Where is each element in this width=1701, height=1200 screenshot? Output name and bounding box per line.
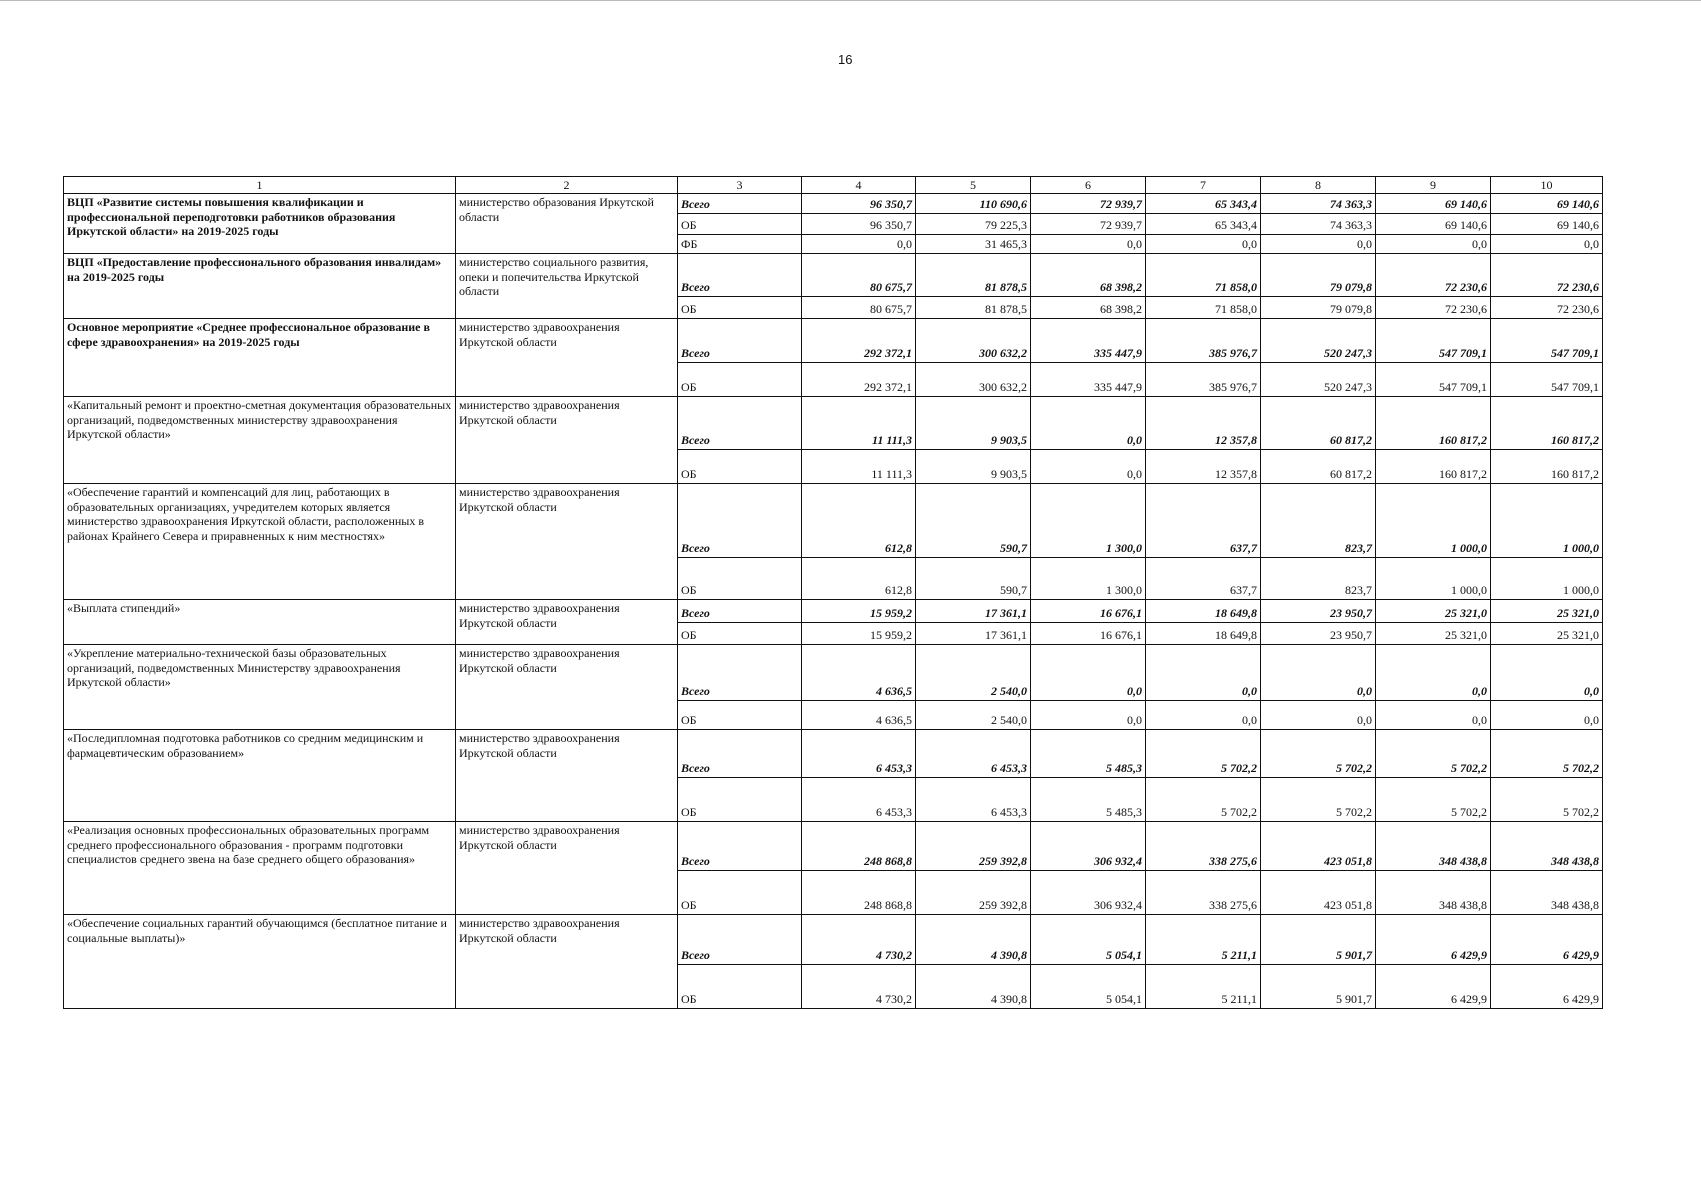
amount-cell: 306 932,4 <box>1031 822 1146 871</box>
item-description: «Последипломная подготовка работников со средним медицинским и фармацевтическим образованием» <box>64 730 456 822</box>
amount-cell: 292 372,1 <box>802 363 916 397</box>
amount-cell: 11 111,3 <box>802 397 916 450</box>
amount-cell: 69 140,6 <box>1491 194 1603 214</box>
table-row <box>64 319 1603 363</box>
amount-cell: 4 636,5 <box>802 645 916 701</box>
amount-cell: 79 079,8 <box>1261 297 1376 319</box>
amount-cell: 5 485,3 <box>1031 778 1146 822</box>
amount-cell: 0,0 <box>1376 235 1491 254</box>
amount-cell: 0,0 <box>1031 397 1146 450</box>
amount-cell: 31 465,3 <box>916 235 1031 254</box>
amount-cell: 65 343,4 <box>1146 194 1261 214</box>
amount-cell: 5 702,2 <box>1491 778 1603 822</box>
budget-table <box>63 176 1603 1009</box>
funding-source: Всего <box>678 822 802 871</box>
amount-cell: 9 903,5 <box>916 397 1031 450</box>
column-number: 9 <box>1376 177 1491 194</box>
scan-edge-top <box>0 0 1701 1</box>
amount-cell: 23 950,7 <box>1261 600 1376 623</box>
responsible-executor: министерство образования Иркутской области <box>456 194 678 254</box>
funding-source: ОБ <box>678 778 802 822</box>
funding-source: ОБ <box>678 623 802 645</box>
funding-source: Всего <box>678 397 802 450</box>
amount-cell: 71 858,0 <box>1146 254 1261 297</box>
amount-cell: 348 438,8 <box>1491 822 1603 871</box>
amount-cell: 1 300,0 <box>1031 484 1146 558</box>
amount-cell: 16 676,1 <box>1031 623 1146 645</box>
amount-cell: 110 690,6 <box>916 194 1031 214</box>
responsible-executor: министерство здравоохранения Иркутской области <box>456 484 678 600</box>
funding-source: Всего <box>678 484 802 558</box>
amount-cell: 520 247,3 <box>1261 319 1376 363</box>
funding-source: Всего <box>678 645 802 701</box>
responsible-executor: министерство здравоохранения Иркутской области <box>456 397 678 484</box>
amount-cell: 306 932,4 <box>1031 871 1146 915</box>
amount-cell: 0,0 <box>1491 645 1603 701</box>
amount-cell: 1 000,0 <box>1491 558 1603 600</box>
table-row <box>64 645 1603 701</box>
amount-cell: 5 702,2 <box>1376 730 1491 778</box>
amount-cell: 96 350,7 <box>802 194 916 214</box>
amount-cell: 72 939,7 <box>1031 214 1146 235</box>
amount-cell: 11 111,3 <box>802 450 916 484</box>
responsible-executor: министерство социального развития, опеки и попечительства Иркутской области <box>456 254 678 319</box>
amount-cell: 79 079,8 <box>1261 254 1376 297</box>
amount-cell: 0,0 <box>1261 235 1376 254</box>
amount-cell: 15 959,2 <box>802 600 916 623</box>
amount-cell: 72 230,6 <box>1491 254 1603 297</box>
amount-cell: 248 868,8 <box>802 871 916 915</box>
amount-cell: 4 390,8 <box>916 915 1031 965</box>
item-description: «Капитальный ремонт и проектно-сметная документация образовательных организаций, подведомственных министерству здравоохранения Иркутской области» <box>64 397 456 484</box>
amount-cell: 547 709,1 <box>1491 319 1603 363</box>
item-description: Основное мероприятие «Среднее профессиональное образование в сфере здравоохранения» на 2019-2025 годы <box>64 319 456 397</box>
amount-cell: 96 350,7 <box>802 214 916 235</box>
amount-cell: 0,0 <box>1031 235 1146 254</box>
amount-cell: 25 321,0 <box>1491 600 1603 623</box>
amount-cell: 2 540,0 <box>916 645 1031 701</box>
amount-cell: 4 730,2 <box>802 965 916 1009</box>
amount-cell: 338 275,6 <box>1146 871 1261 915</box>
amount-cell: 520 247,3 <box>1261 363 1376 397</box>
amount-cell: 160 817,2 <box>1376 397 1491 450</box>
column-number: 4 <box>802 177 916 194</box>
amount-cell: 9 903,5 <box>916 450 1031 484</box>
amount-cell: 0,0 <box>1146 701 1261 730</box>
amount-cell: 300 632,2 <box>916 363 1031 397</box>
column-number: 8 <box>1261 177 1376 194</box>
amount-cell: 1 000,0 <box>1376 558 1491 600</box>
amount-cell: 6 429,9 <box>1376 915 1491 965</box>
amount-cell: 0,0 <box>1261 701 1376 730</box>
amount-cell: 72 230,6 <box>1376 254 1491 297</box>
amount-cell: 17 361,1 <box>916 623 1031 645</box>
amount-cell: 65 343,4 <box>1146 214 1261 235</box>
amount-cell: 590,7 <box>916 558 1031 600</box>
amount-cell: 1 300,0 <box>1031 558 1146 600</box>
amount-cell: 348 438,8 <box>1491 871 1603 915</box>
column-number: 7 <box>1146 177 1261 194</box>
funding-source: Всего <box>678 319 802 363</box>
amount-cell: 160 817,2 <box>1376 450 1491 484</box>
item-description: «Обеспечение социальных гарантий обучающимся (бесплатное питание и социальные выплаты)» <box>64 915 456 1009</box>
amount-cell: 69 140,6 <box>1376 214 1491 235</box>
amount-cell: 80 675,7 <box>802 254 916 297</box>
amount-cell: 0,0 <box>1146 645 1261 701</box>
amount-cell: 5 702,2 <box>1261 730 1376 778</box>
amount-cell: 81 878,5 <box>916 297 1031 319</box>
responsible-executor: министерство здравоохранения Иркутской области <box>456 645 678 730</box>
table-row <box>64 600 1603 623</box>
amount-cell: 6 453,3 <box>802 730 916 778</box>
amount-cell: 60 817,2 <box>1261 397 1376 450</box>
amount-cell: 637,7 <box>1146 484 1261 558</box>
table-row <box>64 915 1603 965</box>
amount-cell: 71 858,0 <box>1146 297 1261 319</box>
funding-source: ОБ <box>678 450 802 484</box>
amount-cell: 4 730,2 <box>802 915 916 965</box>
amount-cell: 5 702,2 <box>1261 778 1376 822</box>
amount-cell: 5 901,7 <box>1261 915 1376 965</box>
amount-cell: 69 140,6 <box>1376 194 1491 214</box>
amount-cell: 300 632,2 <box>916 319 1031 363</box>
funding-source: ОБ <box>678 871 802 915</box>
amount-cell: 292 372,1 <box>802 319 916 363</box>
column-number: 6 <box>1031 177 1146 194</box>
amount-cell: 823,7 <box>1261 558 1376 600</box>
amount-cell: 547 709,1 <box>1376 363 1491 397</box>
amount-cell: 60 817,2 <box>1261 450 1376 484</box>
column-number-row <box>64 177 1603 194</box>
amount-cell: 72 230,6 <box>1376 297 1491 319</box>
amount-cell: 5 901,7 <box>1261 965 1376 1009</box>
funding-source: Всего <box>678 254 802 297</box>
item-description: ВЦП «Развитие системы повышения квалификации и профессиональной переподготовки работников образования Иркутской области» на 2019-2025 годы <box>64 194 456 254</box>
amount-cell: 348 438,8 <box>1376 871 1491 915</box>
item-description: «Обеспечение гарантий и компенсаций для лиц, работающих в образовательных организациях, учредителем которых является министерство здравоохранения Иркутской области, расположенных в районах Крайнего Севера и приравненных к ним местностях» <box>64 484 456 600</box>
responsible-executor: министерство здравоохранения Иркутской области <box>456 730 678 822</box>
funding-source: ОБ <box>678 558 802 600</box>
amount-cell: 5 054,1 <box>1031 965 1146 1009</box>
funding-source: ОБ <box>678 214 802 235</box>
funding-source: ОБ <box>678 297 802 319</box>
amount-cell: 423 051,8 <box>1261 871 1376 915</box>
amount-cell: 5 054,1 <box>1031 915 1146 965</box>
amount-cell: 6 429,9 <box>1491 965 1603 1009</box>
item-description: «Реализация основных профессиональных образовательных программ среднего профессионального образования - программ подготовки специалистов среднего звена на базе среднего общего образования» <box>64 822 456 915</box>
amount-cell: 6 429,9 <box>1491 915 1603 965</box>
amount-cell: 348 438,8 <box>1376 822 1491 871</box>
amount-cell: 4 636,5 <box>802 701 916 730</box>
amount-cell: 25 321,0 <box>1491 623 1603 645</box>
amount-cell: 12 357,8 <box>1146 450 1261 484</box>
amount-cell: 259 392,8 <box>916 822 1031 871</box>
amount-cell: 335 447,9 <box>1031 363 1146 397</box>
amount-cell: 4 390,8 <box>916 965 1031 1009</box>
amount-cell: 335 447,9 <box>1031 319 1146 363</box>
responsible-executor: министерство здравоохранения Иркутской области <box>456 600 678 645</box>
amount-cell: 547 709,1 <box>1376 319 1491 363</box>
column-number: 5 <box>916 177 1031 194</box>
amount-cell: 6 429,9 <box>1376 965 1491 1009</box>
funding-source: Всего <box>678 600 802 623</box>
page-number: 16 <box>838 52 853 67</box>
item-description: «Выплата стипендий» <box>64 600 456 645</box>
table-row <box>64 484 1603 558</box>
column-number: 2 <box>456 177 678 194</box>
item-description: «Укрепление материально-технической базы образовательных организаций, подведомственных Министерству здравоохранения Иркутской области» <box>64 645 456 730</box>
amount-cell: 6 453,3 <box>916 730 1031 778</box>
item-description: ВЦП «Предоставление профессионального образования инвалидам» на 2019-2025 годы <box>64 254 456 319</box>
funding-source: ОБ <box>678 363 802 397</box>
table-row <box>64 397 1603 450</box>
column-number: 10 <box>1491 177 1603 194</box>
amount-cell: 15 959,2 <box>802 623 916 645</box>
amount-cell: 0,0 <box>1491 701 1603 730</box>
amount-cell: 72 230,6 <box>1491 297 1603 319</box>
table-row <box>64 822 1603 871</box>
amount-cell: 259 392,8 <box>916 871 1031 915</box>
funding-source: Всего <box>678 915 802 965</box>
amount-cell: 2 540,0 <box>916 701 1031 730</box>
amount-cell: 0,0 <box>1376 701 1491 730</box>
amount-cell: 6 453,3 <box>916 778 1031 822</box>
funding-source: ОБ <box>678 965 802 1009</box>
amount-cell: 68 398,2 <box>1031 254 1146 297</box>
amount-cell: 385 976,7 <box>1146 319 1261 363</box>
amount-cell: 248 868,8 <box>802 822 916 871</box>
amount-cell: 25 321,0 <box>1376 623 1491 645</box>
amount-cell: 5 702,2 <box>1491 730 1603 778</box>
amount-cell: 423 051,8 <box>1261 822 1376 871</box>
amount-cell: 0,0 <box>1031 701 1146 730</box>
amount-cell: 385 976,7 <box>1146 363 1261 397</box>
table-row <box>64 194 1603 214</box>
column-number: 3 <box>678 177 802 194</box>
amount-cell: 23 950,7 <box>1261 623 1376 645</box>
amount-cell: 612,8 <box>802 558 916 600</box>
amount-cell: 80 675,7 <box>802 297 916 319</box>
funding-source: Всего <box>678 730 802 778</box>
amount-cell: 5 702,2 <box>1146 730 1261 778</box>
amount-cell: 160 817,2 <box>1491 397 1603 450</box>
table-body <box>64 177 1603 1009</box>
amount-cell: 0,0 <box>1491 235 1603 254</box>
column-number: 1 <box>64 177 456 194</box>
amount-cell: 74 363,3 <box>1261 194 1376 214</box>
funding-source: ОБ <box>678 701 802 730</box>
amount-cell: 547 709,1 <box>1491 363 1603 397</box>
responsible-executor: министерство здравоохранения Иркутской области <box>456 319 678 397</box>
amount-cell: 6 453,3 <box>802 778 916 822</box>
funding-source: ФБ <box>678 235 802 254</box>
amount-cell: 69 140,6 <box>1491 214 1603 235</box>
responsible-executor: министерство здравоохранения Иркутской области <box>456 822 678 915</box>
funding-source: Всего <box>678 194 802 214</box>
amount-cell: 16 676,1 <box>1031 600 1146 623</box>
amount-cell: 79 225,3 <box>916 214 1031 235</box>
amount-cell: 18 649,8 <box>1146 600 1261 623</box>
amount-cell: 5 702,2 <box>1146 778 1261 822</box>
amount-cell: 81 878,5 <box>916 254 1031 297</box>
responsible-executor: министерство здравоохранения Иркутской области <box>456 915 678 1009</box>
amount-cell: 5 211,1 <box>1146 915 1261 965</box>
amount-cell: 0,0 <box>802 235 916 254</box>
amount-cell: 68 398,2 <box>1031 297 1146 319</box>
amount-cell: 338 275,6 <box>1146 822 1261 871</box>
amount-cell: 5 702,2 <box>1376 778 1491 822</box>
amount-cell: 0,0 <box>1261 645 1376 701</box>
amount-cell: 0,0 <box>1031 450 1146 484</box>
amount-cell: 5 211,1 <box>1146 965 1261 1009</box>
amount-cell: 0,0 <box>1376 645 1491 701</box>
amount-cell: 1 000,0 <box>1491 484 1603 558</box>
amount-cell: 5 485,3 <box>1031 730 1146 778</box>
amount-cell: 0,0 <box>1031 645 1146 701</box>
amount-cell: 12 357,8 <box>1146 397 1261 450</box>
amount-cell: 74 363,3 <box>1261 214 1376 235</box>
amount-cell: 612,8 <box>802 484 916 558</box>
amount-cell: 160 817,2 <box>1491 450 1603 484</box>
amount-cell: 590,7 <box>916 484 1031 558</box>
amount-cell: 1 000,0 <box>1376 484 1491 558</box>
amount-cell: 18 649,8 <box>1146 623 1261 645</box>
amount-cell: 25 321,0 <box>1376 600 1491 623</box>
amount-cell: 72 939,7 <box>1031 194 1146 214</box>
amount-cell: 17 361,1 <box>916 600 1031 623</box>
amount-cell: 0,0 <box>1146 235 1261 254</box>
amount-cell: 823,7 <box>1261 484 1376 558</box>
table-row <box>64 254 1603 297</box>
amount-cell: 637,7 <box>1146 558 1261 600</box>
table-row <box>64 730 1603 778</box>
